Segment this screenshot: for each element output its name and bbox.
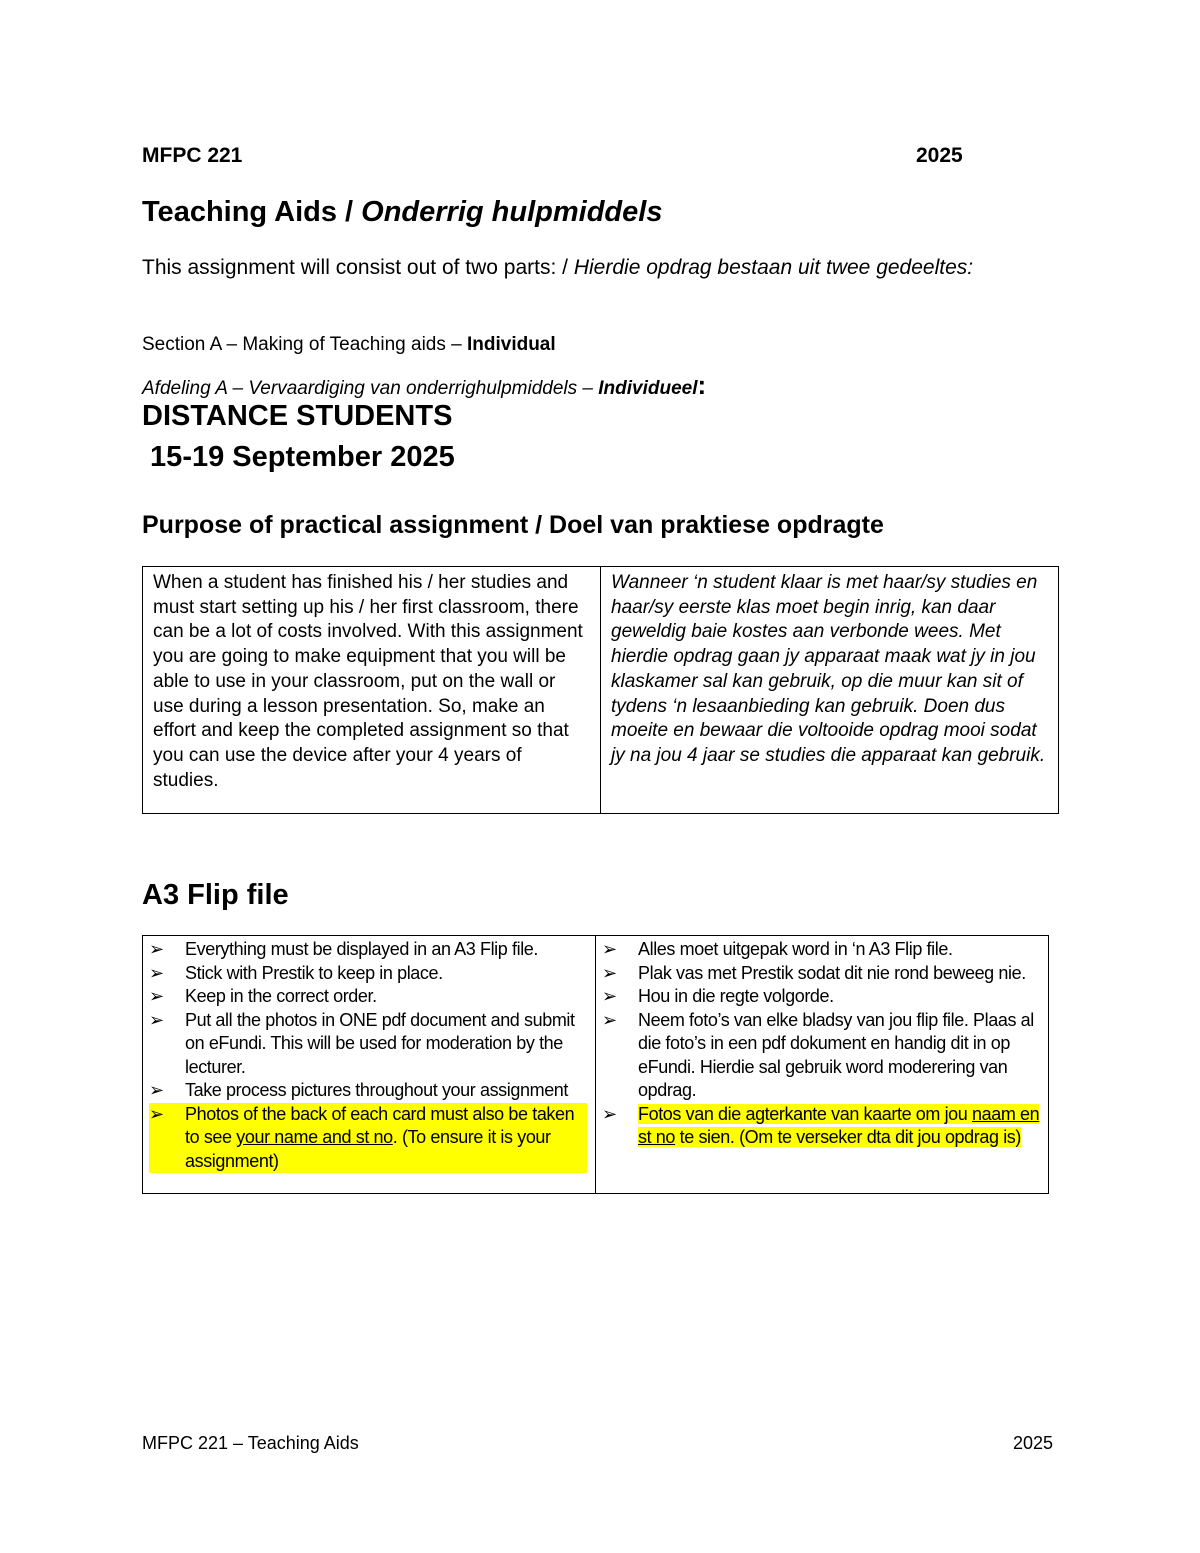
section-a-afrikaans — [142, 370, 706, 401]
list-item-text: Stick with Prestik to keep in place. — [185, 962, 443, 983]
list-item-text: Put all the photos in ONE pdf document and submit on eFundi. This will be used for moderation by the lecturer. — [185, 1009, 575, 1077]
list-item — [602, 938, 1040, 962]
header-year: 2025 — [916, 144, 963, 167]
arrow-bullet-icon: ➢ — [149, 1009, 164, 1030]
highlighted-list-item — [602, 1103, 1040, 1150]
list-item — [149, 962, 587, 986]
list-item-text: Hou in die regte volgorde. — [638, 986, 834, 1006]
flip-english-list — [149, 938, 587, 1173]
list-item — [149, 1079, 587, 1103]
arrow-bullet-icon: ➢ — [149, 939, 164, 959]
flip-file-heading: A3 Flip file — [142, 879, 289, 911]
arrow-bullet-icon: ➢ — [149, 962, 164, 983]
highlight-text-end: . (To ensure it is your assignment) — [185, 1127, 551, 1171]
highlighted-list-item — [149, 1103, 587, 1174]
purpose-table — [142, 566, 1059, 814]
distance-students-heading: DISTANCE STUDENTS — [142, 400, 453, 432]
list-item — [149, 985, 587, 1009]
arrow-bullet-icon: ➢ — [149, 986, 164, 1006]
list-item — [602, 962, 1040, 986]
highlight-underlined-text: your name and st no — [236, 1127, 393, 1147]
highlight-underlined-text: naam en st no — [638, 1103, 1040, 1147]
arrow-bullet-icon: ➢ — [602, 962, 617, 983]
section-a-af-bold: Individueel — [598, 378, 698, 399]
list-item — [602, 985, 1040, 1009]
section-a-en-text: Section A – Making of Teaching aids – — [142, 334, 467, 355]
page-title — [142, 196, 662, 229]
arrow-bullet-icon: ➢ — [602, 1009, 617, 1030]
flip-file-table — [142, 935, 1049, 1194]
intro-afrikaans: Hierdie opdrag bestaan uit twee gedeeltes: — [573, 256, 974, 279]
purpose-english: When a student has finished his / her studies and must start setting up his / her first classroom, there can be a lot of costs involved. With this assignment you are going to make equipment that you will be able to use in your classroom, put on the wall or use during a lesson presentation. So, make an effort and keep the completed assignment so that you can use the device after your 4 years of studies. — [143, 567, 601, 814]
arrow-bullet-icon: ➢ — [602, 986, 617, 1006]
list-item-text: Neem foto’s van elke bladsy van jou flip file. Plaas al die foto’s in een pdf dokument en handig dit in op eFundi. Hierdie sal gebruik word moderering van opdrag. — [638, 1009, 1034, 1100]
course-code: MFPC 221 — [142, 144, 243, 167]
section-a-af-text: Afdeling A – Vervaardiging van onderrighulpmiddels – — [142, 378, 599, 399]
list-item-text: Alles moet uitgepak word in ‘n A3 Flip file. — [638, 939, 953, 959]
title-afrikaans: Onderrig hulpmiddels — [361, 196, 663, 228]
section-a-english — [142, 334, 556, 356]
distance-dates: 15-19 September 2025 — [142, 441, 455, 473]
list-item-text: Everything must be displayed in an A3 Flip file. — [185, 939, 538, 959]
flip-afrikaans-list — [602, 938, 1040, 1150]
intro-text — [142, 254, 1002, 281]
arrow-bullet-icon: ➢ — [149, 1103, 164, 1124]
section-a-af-colon: : — [697, 370, 707, 400]
intro-english: This assignment will consist out of two parts: / — [142, 256, 574, 279]
list-item-text: Take process pictures throughout your assignment — [185, 1080, 569, 1100]
purpose-afrikaans: Wanneer ‘n student klaar is met haar/sy studies en haar/sy eerste klas moet begin inrig, kan daar geweldig baie kostes aan verbonde wees. Met hierdie opdrag gaan jy apparaat maak wat jy in jou klaskamer sal kan gebruik, op die muur kan sit of tydens ‘n lesaanbieding kan gebruik. Doen dus moeite en bewaar die voltooide opdrag mooi sodat jy na jou 4 jaar se studies die apparaat kan gebruik. — [601, 567, 1059, 814]
footer-year: 2025 — [1013, 1433, 1054, 1453]
flip-english-cell — [143, 936, 596, 1194]
highlight-text-end: te sien. (Om te verseker dta dit jou opdrag is) — [675, 1127, 1021, 1147]
list-item-text: Keep in the correct order. — [185, 986, 377, 1006]
highlight-text: Fotos van die agterkante van kaarte om jou — [638, 1103, 973, 1124]
footer-left: MFPC 221 – Teaching Aids — [142, 1433, 359, 1453]
title-english: Teaching Aids / — [142, 196, 362, 228]
arrow-bullet-icon: ➢ — [149, 1080, 164, 1100]
flip-afrikaans-cell — [596, 936, 1049, 1194]
highlight-text: Photos of the back of each card must also be taken to see — [185, 1103, 575, 1147]
list-item — [602, 1009, 1040, 1103]
arrow-bullet-icon: ➢ — [602, 939, 617, 959]
list-item — [149, 938, 587, 962]
list-item — [149, 1009, 587, 1080]
section-a-en-bold: Individual — [466, 334, 556, 355]
arrow-bullet-icon: ➢ — [602, 1103, 617, 1124]
list-item-text: Plak vas met Prestik sodat dit nie rond beweeg nie. — [638, 962, 1026, 983]
purpose-heading: Purpose of practical assignment / Doel van praktiese opdragte — [142, 511, 884, 539]
